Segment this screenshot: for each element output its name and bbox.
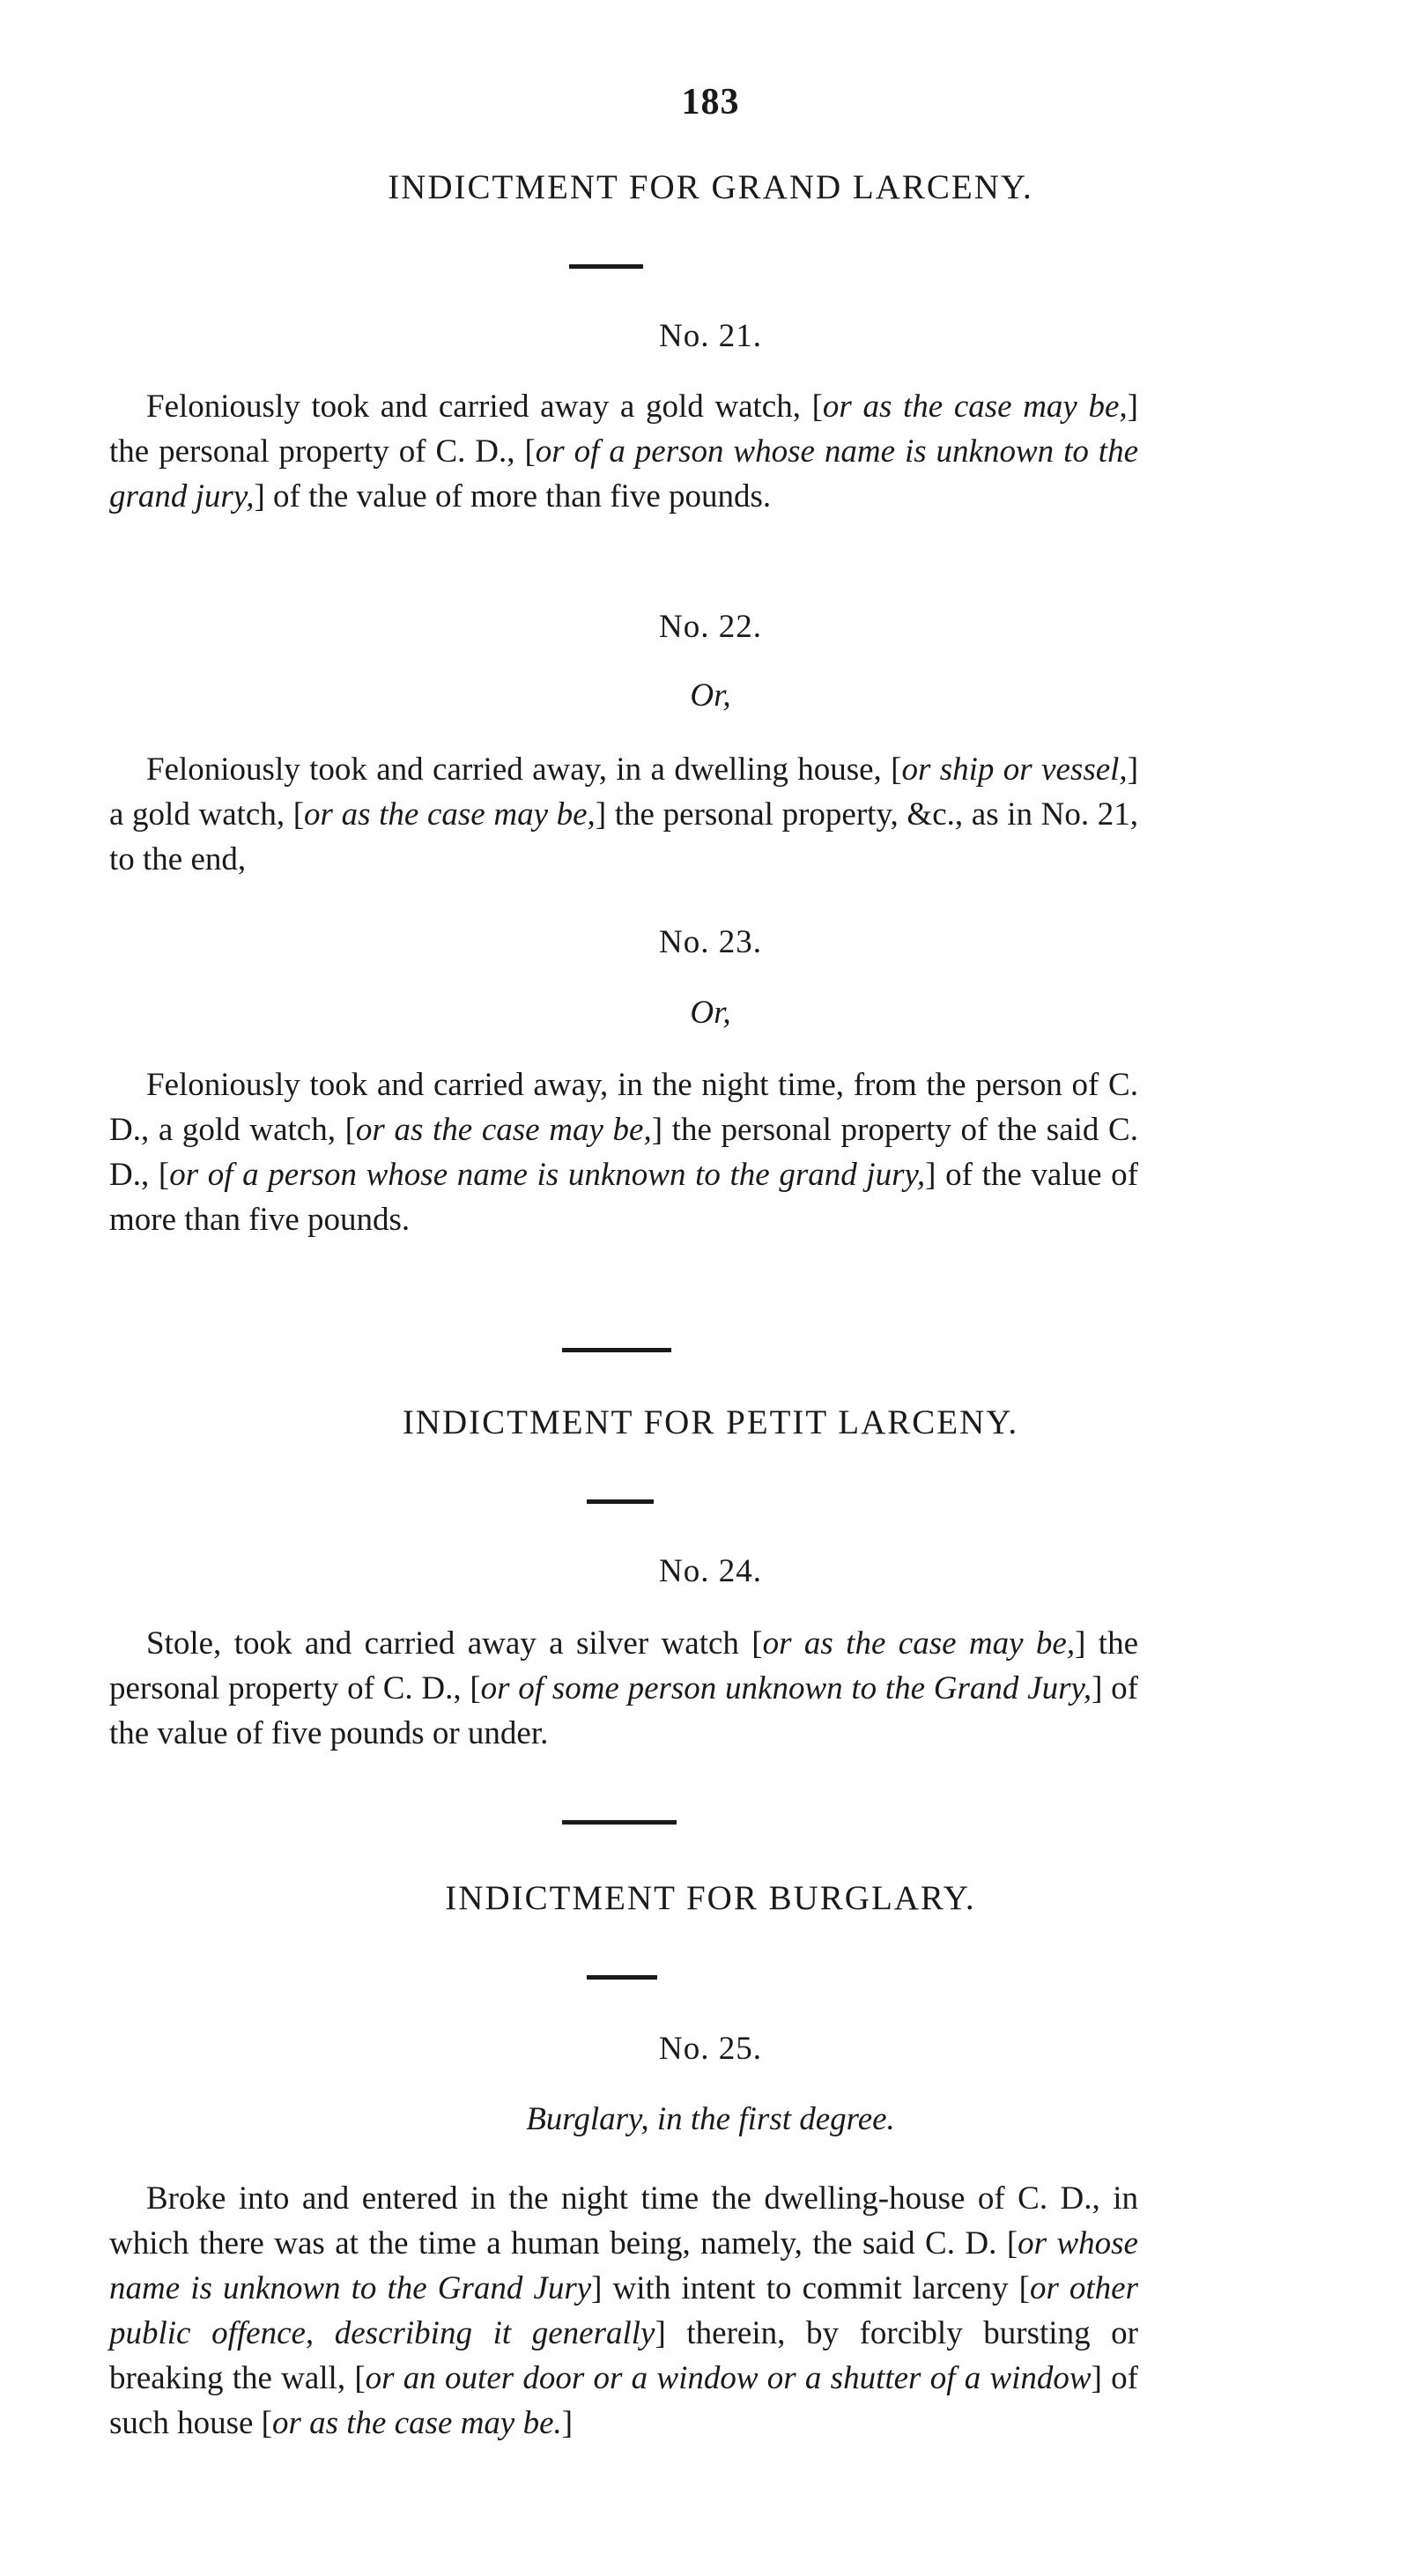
entry-number-24: No. 24.: [659, 1553, 762, 1589]
page-number: 183: [681, 82, 740, 122]
italic-run: or as the case may be,: [355, 1112, 652, 1148]
text-run: ] of the value of five pounds or under.: [109, 1670, 1138, 1751]
entry-number-21: No. 21.: [659, 318, 762, 354]
section-heading-petit-larceny: INDICTMENT FOR PETIT LARCENY.: [402, 1403, 1019, 1441]
text-run: Feloniously took and carried away a gold watch, [: [146, 389, 823, 425]
section-divider: [562, 1820, 677, 1825]
section-divider: [562, 1348, 671, 1352]
italic-run: or as the case may be,: [822, 389, 1128, 425]
italic-run: or as the case may be,: [762, 1625, 1076, 1662]
section-divider: [587, 1975, 657, 1980]
section-divider: [569, 264, 643, 269]
italic-run: or as the case may be.: [271, 2405, 562, 2441]
italic-run: or an outer door or a window or a shutter of a window: [365, 2360, 1092, 2396]
entry-paragraph-23: [109, 1062, 1138, 1242]
text-run: Feloniously took and carried away, in the night time, from the person of C. D., a gold watch, [: [109, 1067, 1138, 1148]
section-heading-grand-larceny: INDICTMENT FOR GRAND LARCENY.: [388, 168, 1033, 206]
text-run: ] of the value of more than five pounds.: [109, 1157, 1138, 1238]
text-run: ]: [561, 2405, 574, 2441]
entry-subtitle-25: Burglary, in the first degree.: [526, 2101, 895, 2137]
italic-run: or whose name is unknown to the Grand Jury: [109, 2225, 1138, 2306]
entry-number-25: No. 25.: [659, 2031, 762, 2067]
entry-paragraph-24: [109, 1621, 1138, 1756]
text-run: ] the personal property of the said C. D., [: [109, 1112, 1138, 1193]
italic-run: or of a person whose name is unknown to the grand jury,: [109, 433, 1139, 514]
entry-number-23: No. 23.: [659, 924, 762, 960]
section-divider: [587, 1499, 654, 1504]
text-run: ] of the value of more than five pounds.: [254, 478, 772, 514]
text-run: Stole, took and carried away a silver watch [: [146, 1625, 763, 1662]
text-run: ] the personal property of C. D., [: [109, 389, 1138, 470]
italic-run: or other public offence, describing it generally: [109, 2270, 1139, 2351]
or-label-22: Or,: [690, 677, 731, 714]
text-run: ] therein, by forcibly bursting or breaking the wall, [: [109, 2315, 1139, 2396]
text-run: ] the personal property of C. D., [: [109, 1625, 1138, 1706]
section-heading-burglary: INDICTMENT FOR BURGLARY.: [445, 1879, 976, 1917]
italic-run: or of a person whose name is unknown to the grand jury,: [169, 1157, 926, 1193]
entry-paragraph-22: [109, 747, 1138, 882]
text-run: Broke into and entered in the night time the dwelling-house of C. D., in which there was at the time a human being, namely, the said C. D. [: [109, 2180, 1138, 2261]
text-run: ] a gold watch, [: [109, 751, 1139, 833]
text-run: ] of such house [: [109, 2360, 1138, 2441]
italic-run: or of some person unknown to the Grand Jury,: [480, 1670, 1092, 1706]
text-run: Feloniously took and carried away, in a dwelling house, [: [146, 751, 902, 788]
italic-run: or ship or vessel,: [901, 751, 1128, 788]
entry-paragraph-21: [109, 384, 1138, 519]
entry-paragraph-25: [109, 2176, 1138, 2446]
italic-run: or as the case may be,: [304, 796, 596, 833]
or-label-23: Or,: [690, 995, 731, 1031]
text-run: ] the personal property, &c., as in No. 21, to the end,: [109, 796, 1139, 877]
entry-number-22: No. 22.: [659, 609, 762, 645]
text-run: ] with intent to commit larceny [: [591, 2270, 1030, 2306]
